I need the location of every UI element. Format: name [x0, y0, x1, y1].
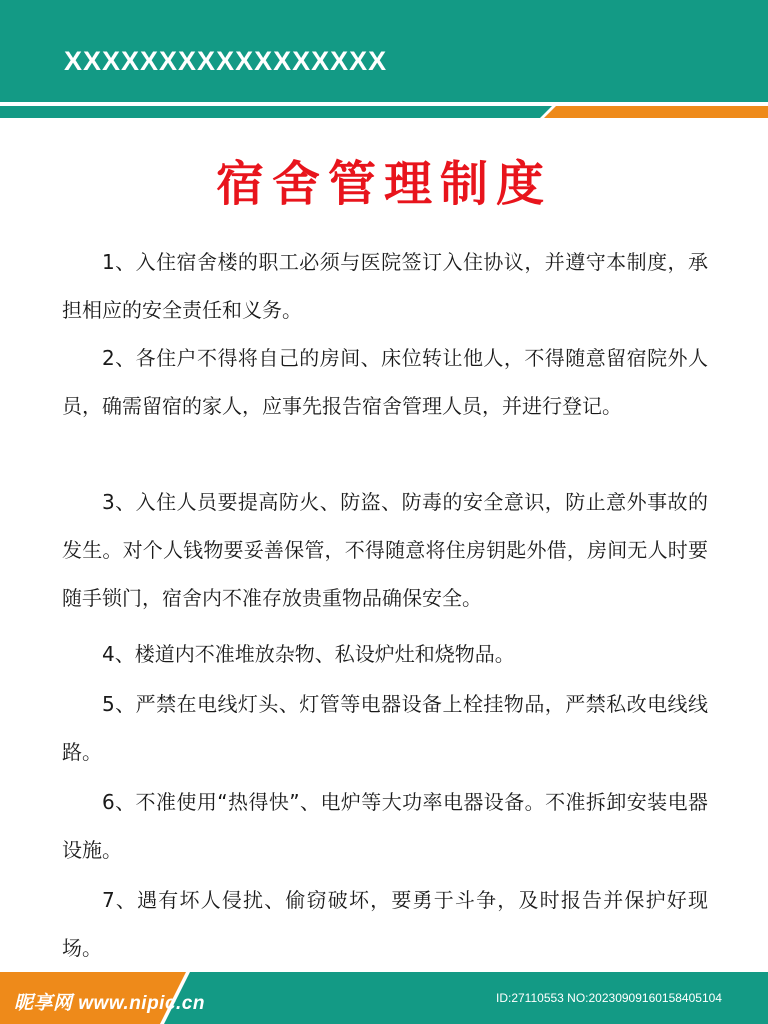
- rule-7: 7、遇有坏人侵扰、偷窃破坏，要勇于斗争，及时报告并保护好现场。: [62, 888, 708, 960]
- footer-image-id: ID:27110553 NO:20230909160158405104: [496, 991, 722, 1005]
- footer-logo: 昵享网 www.nipic.cn: [14, 993, 205, 1014]
- rule-6: 6、不准使用“热得快”、电炉等大功率电器设备。不准拆卸安装电器设施。: [62, 790, 708, 862]
- header-placeholder-text: XXXXXXXXXXXXXXXXX: [64, 46, 388, 76]
- page-title: 宿舍管理制度: [215, 156, 552, 212]
- rule-4: 4、楼道内不准堆放杂物、私设炉灶和烧物品。: [102, 642, 515, 666]
- decorative-stripe: [0, 102, 768, 120]
- rule-5: 5、严禁在电线灯头、灯管等电器设备上栓挂物品，严禁私改电线线路。: [62, 692, 708, 764]
- rule-3: 3、入住人员要提高防火、防盗、防毒的安全意识，防止意外事故的发生。对个人钱物要妥善保管，不得随意将住房钥匙外借，房间无人时要随手锁门，宿舍内不准存放贵重物品确保安全。: [62, 490, 708, 610]
- rule-2: 2、各住户不得将自己的房间、床位转让他人，不得随意留宿院外人员，确需留宿的家人，应事先报告宿舍管理人员，并进行登记。: [62, 346, 708, 418]
- rule-1: 1、入住宿舍楼的职工必须与医院签订入住协议，并遵守本制度，承担相应的安全责任和义务。: [62, 250, 708, 322]
